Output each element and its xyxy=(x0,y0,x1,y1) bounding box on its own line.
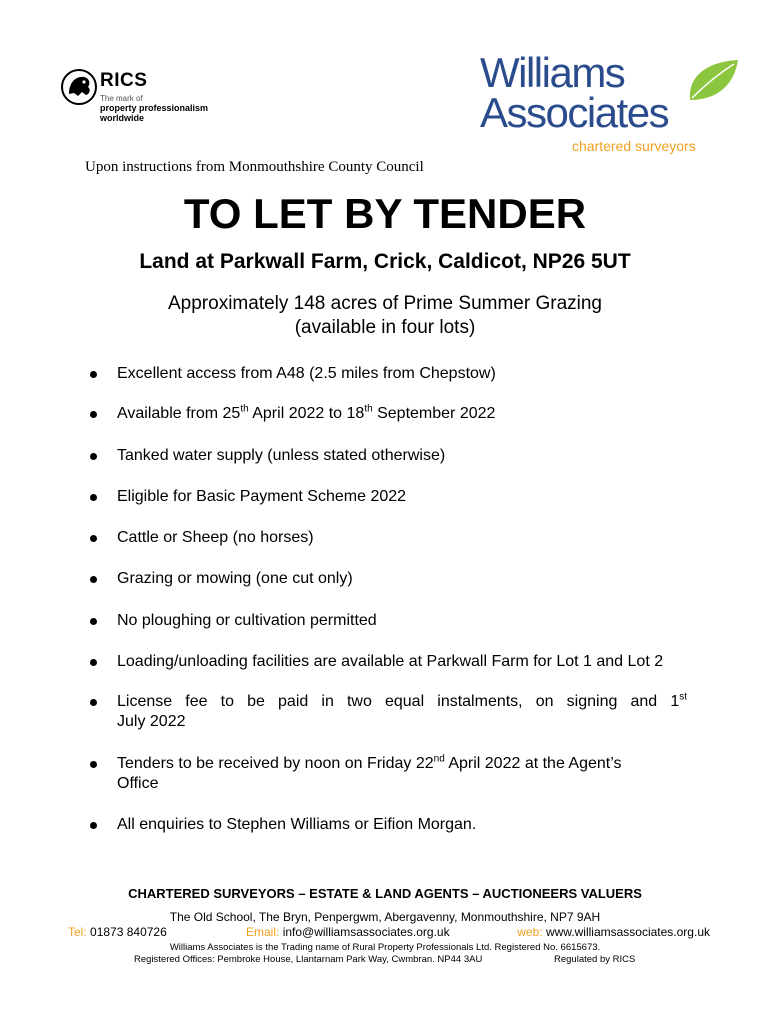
bullet-text: Tanked water supply (unless stated otherwise) xyxy=(117,447,446,464)
williams-associates-logo xyxy=(470,49,740,162)
tel-value: 01873 840726 xyxy=(90,925,167,939)
bullet-line xyxy=(117,692,687,712)
bullet-icon xyxy=(90,411,97,418)
bullet-icon xyxy=(90,535,97,542)
page-title: TO LET BY TENDER xyxy=(183,190,587,237)
bullet-text xyxy=(117,404,737,424)
acreage-line: Approximately 148 acres of Prime Summer Grazing xyxy=(168,293,602,314)
logo-tagline: chartered surveyors xyxy=(572,138,696,154)
footer-heading: CHARTERED SURVEYORS – ESTATE & LAND AGENTS – AUCTIONEERS VALUERS xyxy=(128,886,642,901)
rics-tagline: property professionalism worldwide xyxy=(100,103,209,123)
bullet-icon xyxy=(90,453,97,460)
bullet-text: Grazing or mowing (one cut only) xyxy=(117,570,353,587)
bullet-text xyxy=(117,754,687,794)
email-label: Email: xyxy=(246,925,280,939)
rics-lion-emblem-icon xyxy=(60,68,98,106)
footer-address: The Old School, The Bryn, Penpergwm, Abergavenny, Monmouthshire, NP7 9AH xyxy=(169,910,601,924)
footer-legal-trading-name: Williams Associates is the Trading name of Rural Property Professionals Ltd. Registered No. 6615673. xyxy=(169,942,601,953)
text-segment: September 2022 xyxy=(372,405,496,422)
bullet-text: Excellent access from A48 (2.5 miles from Chepstow) xyxy=(117,365,496,382)
rics-tagline-small: The mark of xyxy=(100,94,143,103)
bullet-icon xyxy=(90,371,97,378)
superscript: nd xyxy=(433,753,445,765)
footer-website[interactable] xyxy=(517,925,710,939)
bullet-text: Eligible for Basic Payment Scheme 2022 xyxy=(117,488,407,505)
text-segment: April 2022 to 18 xyxy=(248,405,365,422)
property-address: Land at Parkwall Farm, Crick, Caldicot, NP26 5UT xyxy=(139,250,631,273)
bullet-icon xyxy=(90,576,97,583)
bullet-line: Office xyxy=(117,775,159,792)
logo-williams-text: Williams xyxy=(480,49,625,96)
footer-legal-registered-office: Registered Offices: Pembroke House, Llantarnam Park Way, Cwmbran. NP44 3AU xyxy=(134,954,483,965)
bullet-text: Cattle or Sheep (no horses) xyxy=(117,529,314,546)
text-segment: Tenders to be received by noon on Friday 22 xyxy=(117,755,434,772)
footer-telephone xyxy=(68,925,167,939)
text-segment: April 2022 at the Agent’s xyxy=(444,755,622,772)
bullet-text: All enquiries to Stephen Williams or Eifion Morgan. xyxy=(117,816,477,833)
superscript: th xyxy=(240,403,249,415)
superscript: st xyxy=(679,691,687,703)
acreage-summary xyxy=(0,292,770,340)
bullet-icon xyxy=(90,494,97,501)
bullet-text: Loading/unloading facilities are available at Parkwall Farm for Lot 1 and Lot 2 xyxy=(117,653,664,670)
email-value[interactable]: info@williamsassociates.org.uk xyxy=(282,925,450,939)
bullet-text: No ploughing or cultivation permitted xyxy=(117,612,377,629)
bullet-icon xyxy=(90,659,97,666)
rics-name: RICS xyxy=(100,70,148,91)
rics-logo xyxy=(60,68,240,123)
tel-label: Tel: xyxy=(68,925,87,939)
lots-line: (available in four lots) xyxy=(294,317,476,338)
bullet-line: July 2022 xyxy=(117,713,186,730)
web-value[interactable]: www.williamsassociates.org.uk xyxy=(545,925,710,939)
text-segment: Available from 25 xyxy=(117,405,241,422)
instruction-line: Upon instructions from Monmouthshire County Council xyxy=(85,159,424,175)
green-leaf-icon xyxy=(682,56,742,104)
bullet-icon xyxy=(90,761,97,768)
bullet-icon xyxy=(90,618,97,625)
footer-legal-regulated: Regulated by RICS xyxy=(554,954,636,965)
bullet-icon xyxy=(90,699,97,706)
footer-email[interactable] xyxy=(246,925,450,939)
bullet-icon xyxy=(90,822,97,829)
bullet-text xyxy=(117,692,687,732)
text-segment: License fee to be paid in two equal instalments, on signing and 1 xyxy=(117,693,680,710)
logo-associates-text: Associates xyxy=(480,89,669,136)
web-label: web: xyxy=(517,925,543,939)
bullet-line xyxy=(117,754,687,774)
superscript: th xyxy=(364,403,373,415)
